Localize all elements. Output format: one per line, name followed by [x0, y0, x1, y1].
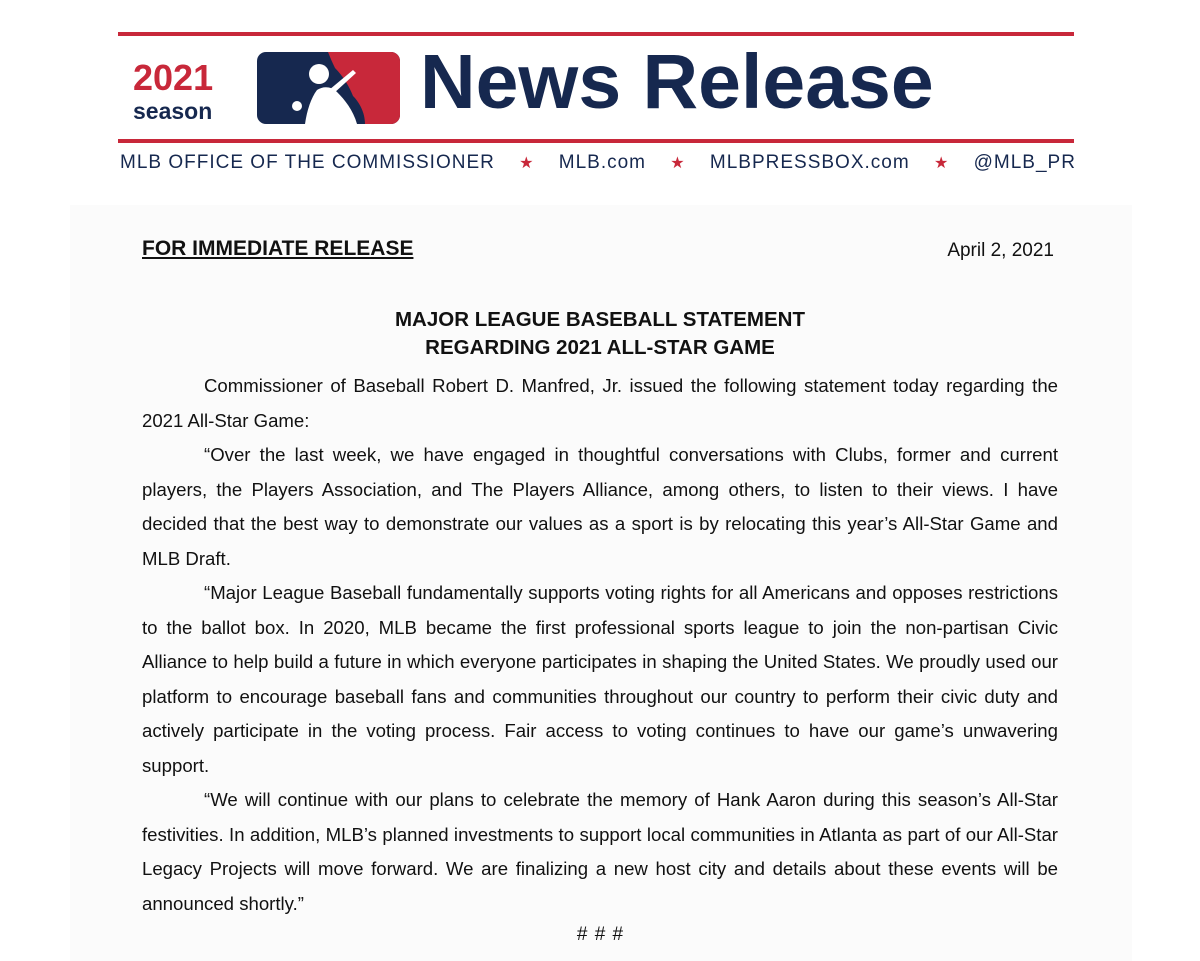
season-word: season	[133, 98, 213, 124]
star-icon: ★	[519, 155, 535, 172]
star-icon: ★	[933, 155, 950, 172]
star-icon: ★	[670, 155, 686, 172]
body-paragraph: “Major League Baseball fundamentally supports voting rights for all Americans and opposes restrictions to the ballot box. In 2020, MLB became the first professional sports league to join the non-partisan Civic Alliance to help build a future in which everyone participates in shaping the United States. We proudly used our platform to encourage baseball fans and communities throughout our country to perform their civic duty and actively participate in the voting process. Fair access to voting continues to have our game’s unwavering support.	[142, 582, 1058, 776]
body-paragraph: “Over the last week, we have engaged in thoughtful conversations with Clubs, former and current players, the Players Association, and The Players Alliance, among others, to listen to their views. I have decided that the best way to demonstrate our values as a sport is by relocating this year’s All-Star Game and MLB Draft.	[142, 444, 1058, 569]
statement-body	[142, 369, 1058, 921]
news-release-title: News Release	[420, 39, 934, 125]
body-paragraph: “We will continue with our plans to celebrate the memory of Hank Aaron during this season’s All-Star festivities. In addition, MLB’s planned investments to support local communities in Atlanta as part of our All-Star Legacy Projects will move forward. We are finalizing a new host city and details about these events will be announced shortly.”	[142, 789, 1058, 914]
statement-title	[142, 306, 1058, 362]
body-paragraph: Commissioner of Baseball Robert D. Manfred, Jr. issued the following statement today regarding the 2021 All-Star Game:	[142, 375, 1058, 431]
twitter-handle-label: @MLB_PR	[973, 152, 1076, 173]
header-top-rule	[118, 32, 1074, 36]
office-label: MLB OFFICE OF THE COMMISSIONER	[120, 152, 495, 173]
mlb-site-label: MLB.com	[558, 152, 646, 173]
season-badge	[133, 57, 243, 124]
end-mark: # # #	[576, 924, 624, 945]
title-line: REGARDING 2021 ALL-STAR GAME	[425, 336, 775, 359]
title-line: MAJOR LEAGUE BASEBALL STATEMENT	[394, 308, 805, 331]
release-date: April 2, 2021	[947, 240, 1054, 261]
mlb-logo	[257, 52, 400, 129]
header-bottom-rule	[118, 139, 1074, 143]
pressbox-site-label: MLBPRESSBOX.com	[709, 152, 910, 173]
season-year: 2021	[133, 57, 214, 98]
header-links	[120, 152, 1076, 174]
release-label: FOR IMMEDIATE RELEASE	[142, 237, 414, 260]
